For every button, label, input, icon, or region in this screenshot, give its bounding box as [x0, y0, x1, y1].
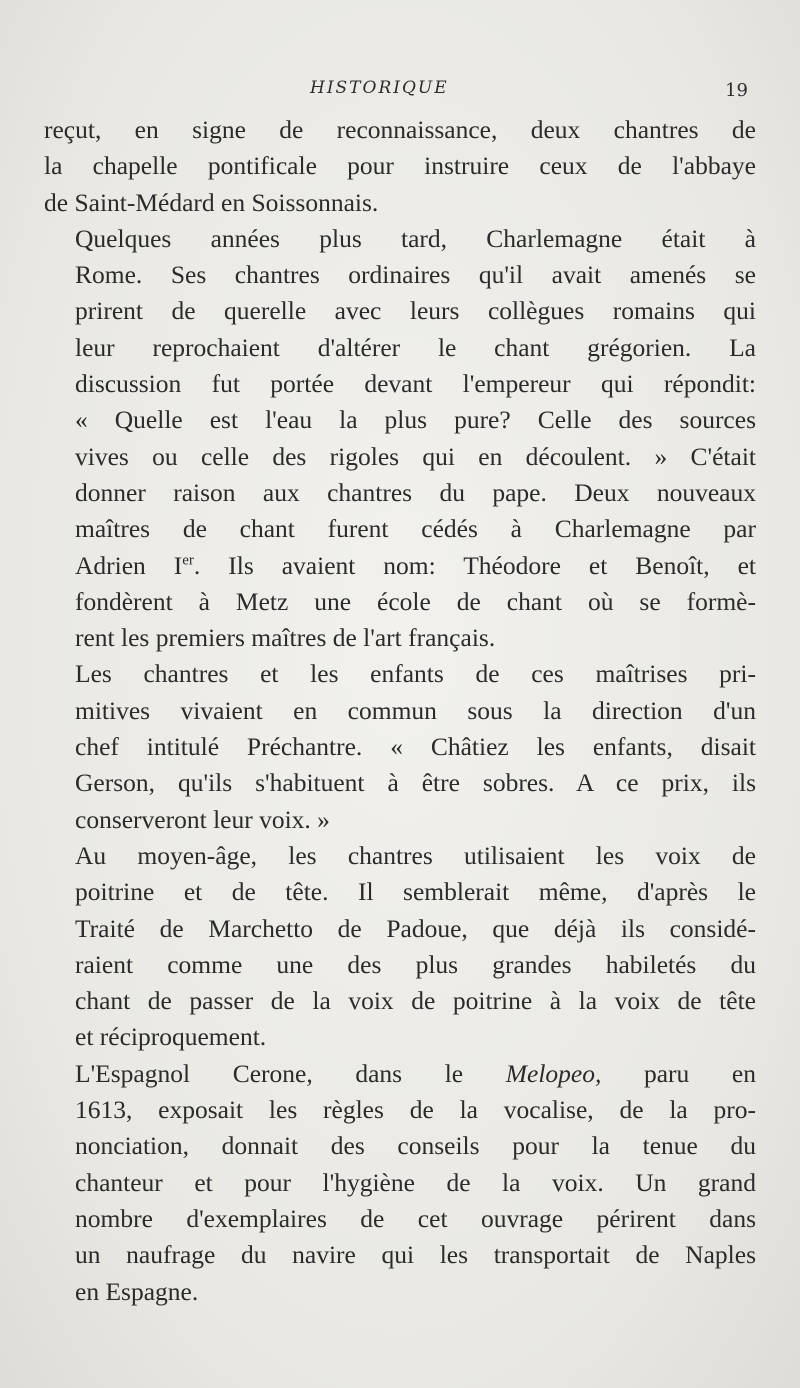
text-line: nonciation, donnait des conseils pour la tenue du — [75, 1131, 756, 1161]
text-line: et réciproquement. — [75, 1022, 267, 1052]
text-line: chant de passer de la voix de poitrine à la voix de tête — [75, 986, 756, 1016]
ordinal-superscript: er — [182, 552, 194, 569]
text-line: de Saint-Médard en Soissonnais. — [44, 187, 379, 217]
text-line: nombre d'exemplaires de cet ouvrage périrent dans — [75, 1203, 756, 1233]
running-title: HISTORIQUE — [310, 78, 449, 98]
text-line-melopeo — [44, 1056, 756, 1092]
paragraph-4 — [44, 838, 756, 1056]
text-line: discussion fut portée devant l'empereur qui répondit: — [75, 369, 756, 399]
book-title-italic: Melopeo, — [505, 1058, 602, 1088]
page-number: 19 — [725, 80, 748, 101]
text-line: un naufrage du navire qui les transportait de Naples — [75, 1240, 756, 1270]
text-line: chef intitulé Préchantre. « Châtiez les enfants, disait — [75, 732, 756, 762]
text-line: raient comme une des plus grandes habiletés du — [75, 949, 756, 979]
text-line: poitrine et de tête. Il semblerait même, d'après le — [75, 877, 756, 907]
text-line: Les chantres et les enfants de ces maîtrises pri- — [75, 659, 756, 689]
text-line: en Espagne. — [75, 1276, 199, 1306]
text-line: Traité de Marchetto de Padoue, que déjà ils considé- — [75, 913, 756, 943]
melopeo-after: paru en — [601, 1058, 756, 1088]
text-line-adrien — [44, 548, 756, 584]
text-line: leur reprochaient d'altérer le chant grégorien. La — [75, 332, 756, 362]
running-head — [0, 78, 800, 102]
text-line: Gerson, qu'ils s'habituent à être sobres. A ce prix, ils — [75, 768, 756, 798]
paragraph-2 — [44, 221, 756, 657]
melopeo-before: L'Espagnol Cerone, dans le — [75, 1058, 506, 1088]
paragraph-5 — [44, 1056, 756, 1310]
text-line: vives ou celle des rigoles qui en découlent. » C'était — [75, 441, 756, 471]
text-line: chanteur et pour l'hygiène de la voix. Un grand — [75, 1167, 756, 1197]
text-line: maîtres de chant furent cédés à Charlemagne par — [75, 514, 756, 544]
text-line: Au moyen-âge, les chantres utilisaient les voix de — [75, 840, 756, 870]
paragraph-3 — [44, 656, 756, 837]
text-line: prirent de querelle avec leurs collègues romains qui — [75, 296, 756, 326]
text-line: fondèrent à Metz une école de chant où se formè- — [75, 586, 756, 616]
text-line: la chapelle pontificale pour instruire ceux de l'abbaye — [44, 151, 756, 181]
adrien-rest: . Ils avaient nom: Théodore et Benoît, et — [193, 550, 756, 580]
text-line: Quelques années plus tard, Charlemagne était à — [75, 223, 756, 253]
paragraph-1 — [44, 112, 756, 221]
text-line: Rome. Ses chantres ordinaires qu'il avait amenés se — [75, 260, 756, 290]
text-line: mitives vivaient en commun sous la direction d'un — [75, 695, 756, 725]
text-line: 1613, exposait les règles de la vocalise, de la pro- — [75, 1095, 756, 1125]
body-text — [44, 112, 756, 1310]
text-line: « Quelle est l'eau la plus pure? Celle des sources — [75, 405, 756, 435]
text-line: rent les premiers maîtres de l'art français. — [75, 623, 496, 653]
adrien-text: Adrien I — [75, 550, 183, 580]
text-line: reçut, en signe de reconnaissance, deux chantres de — [44, 115, 756, 144]
text-line: conserveront leur voix. » — [75, 804, 330, 834]
text-line: donner raison aux chantres du pape. Deux nouveaux — [75, 477, 756, 507]
